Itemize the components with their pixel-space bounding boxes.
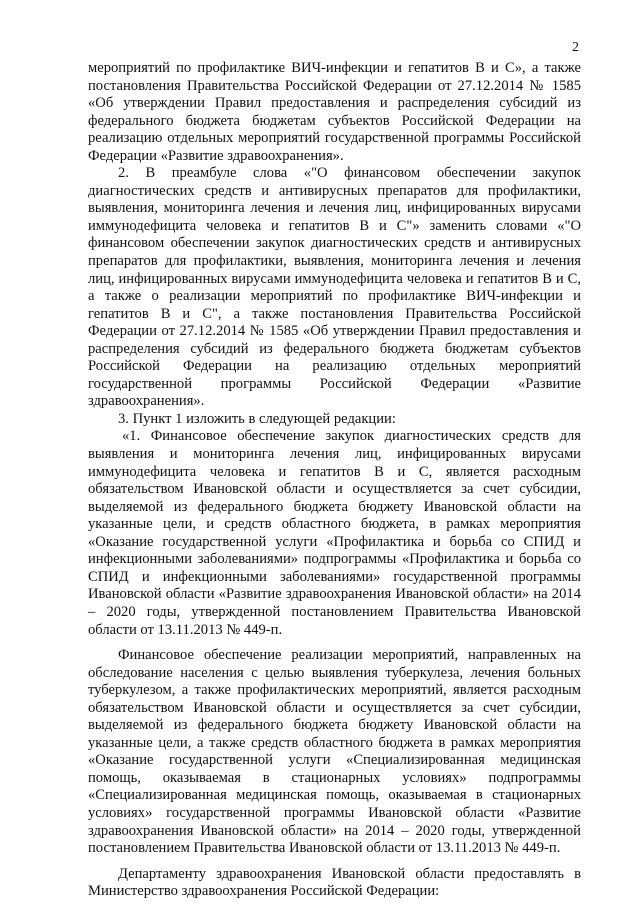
paragraph-item-2: 2. В преамбуле слова «"О финансовом обеспечении закупок диагностических средств и антивирусных препаратов для профилактики, выявления, мониторинга лечения и лечения лиц, инфицированных вирусами иммунодефицита человека и гепатитов В и С"» заменить словами «"О финансовом обеспечении закупок диагностических средств и антивирусных препаратов для профилактики, выявления, мониторинга лечения и лечения лиц, инфицированных вирусами иммунодефицита человека и гепатитов В и С, а также о реализации мероприятий по профилактике ВИЧ-инфекции и гепатитов В и С", а также постановления Правительства Российской Федерации от 27.12.2014 № 1585 «Об утверждении Правил предоставления и распределения субсидий из федерального бюджета бюджетам субъектов Российской Федерации на реализацию отдельных мероприятий государственной программы Российской Федерации «Развитие здравоохранения». (88, 165, 581, 410)
document-body (88, 60, 581, 901)
paragraph-continuation: мероприятий по профилактике ВИЧ-инфекции и гепатитов В и С», а также постановления Правительства Российской Федерации от 27.12.2014 № 1585 «Об утверждении Правил предоставления и распределения субсидий из федерального бюджета бюджетам субъектов Российской Федерации на реализацию отдельных мероприятий государственной программы Российской Федерации «Развитие здравоохранения». (88, 60, 581, 164)
paragraph-item-3: 3. Пункт 1 изложить в следующей редакции: (118, 410, 396, 427)
paragraph-tuberculosis-funding: Финансовое обеспечение реализации мероприятий, направленных на обследование населения с целью выявления туберкулеза, лечения больных туберкулезом, а также профилактических мероприятий, является расходным обязательством Ивановской области и осуществляется за счет субсидии, выделяемой из федерального бюджета бюджету Ивановской области на указанные цели, а также средств областного бюджета в рамках мероприятия «Оказание государственной услуги «Специализированная медицинская помощь, оказываемая в стационарных условиях» подпрограммы «Специализированная медицинская помощь, оказываемая в стационарных условиях» государственной программы Ивановской области «Развитие здравоохранения Ивановской области» на 2014 – 2020 годы, утвержденной постановлением Правительства Ивановской области от 13.11.2013 № 449-п. (88, 647, 581, 857)
paragraph-department-reporting: Департаменту здравоохранения Ивановской области предоставлять в Министерство здравоохранения Российской Федерации: (88, 865, 581, 900)
page-number: 2 (572, 40, 579, 55)
paragraph-new-wording: «1. Финансовое обеспечение закупок диагностических средств для выявления и мониторинга лечения лиц, инфицированных вирусами иммунодефицита человека и гепатитов В и С, является расходным обязательством Ивановской области и осуществляется за счет субсидии, выделяемой из федерального бюджета бюджету Ивановской области на указанные цели, и средств областного бюджета, в рамках мероприятия «Оказание государственной услуги «Профилактика и борьба со СПИД и инфекционными заболеваниями» подпрограммы «Профилактика и борьба со СПИД и инфекционными заболеваниями» государственной программы Ивановской области «Развитие здравоохранения Ивановской области» на 2014 – 2020 годы, утвержденной постановлением Правительства Ивановской области от 13.11.2013 № 449-п. (88, 428, 581, 638)
